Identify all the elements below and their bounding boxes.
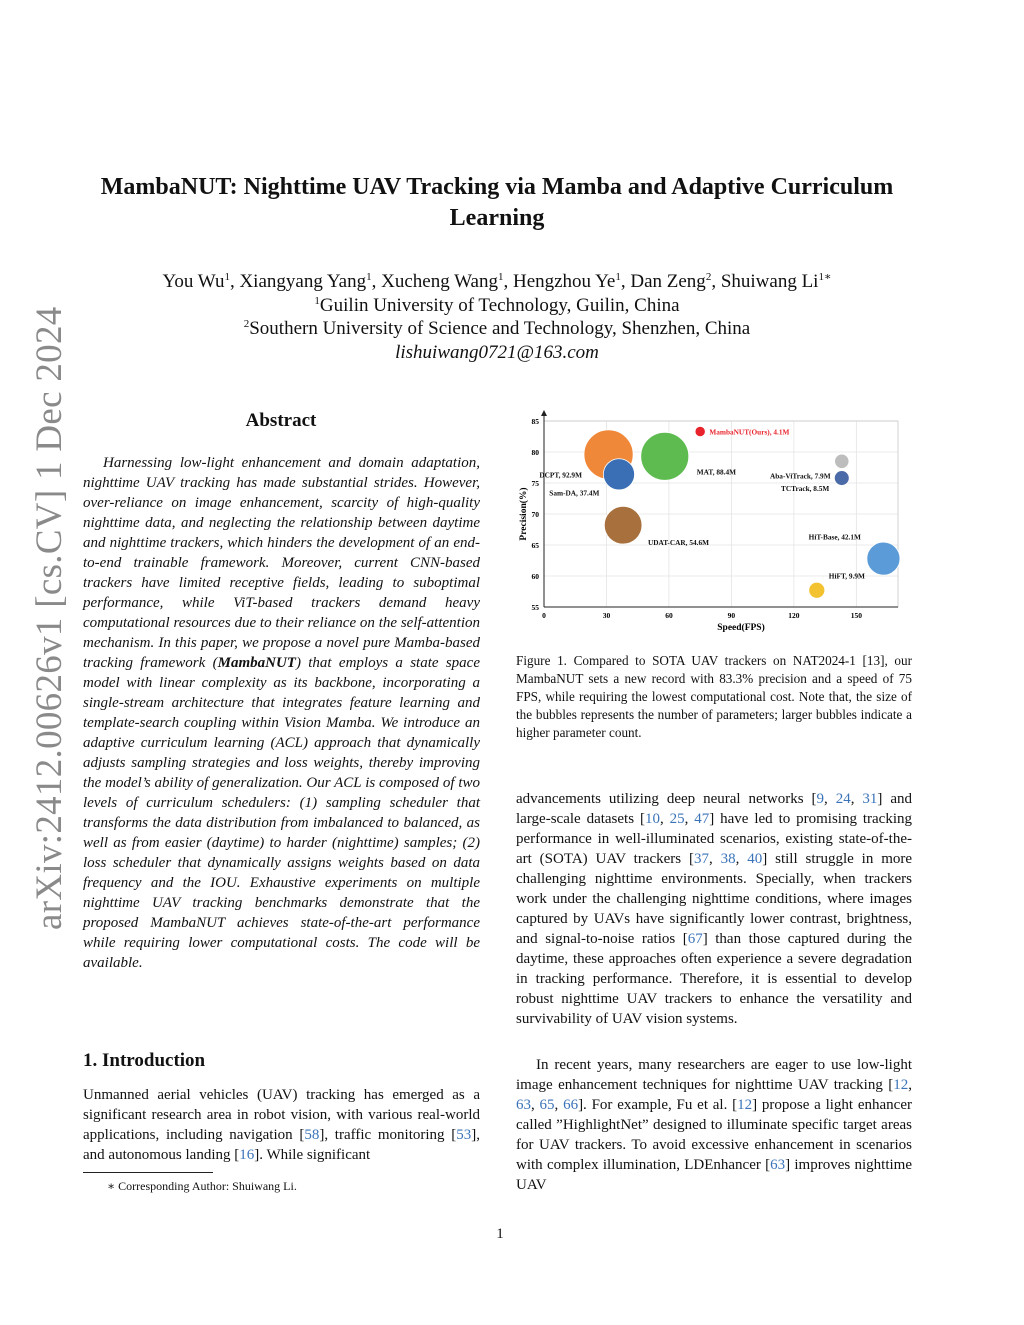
- text-run: ] than those captured during the daytime, these approaches often experience a severe degradation in tracking performance. Therefore, it is essential to develop robust nighttime UAV trackers to enhance the versatility and survivability of UAV vision systems.: [516, 931, 912, 1027]
- bubble-label: DCPT, 92.9M: [539, 470, 582, 480]
- bubble-label: TCTrack, 8.5M: [781, 484, 830, 494]
- bubble-mambanut-ours-: [695, 426, 705, 436]
- citation-link[interactable]: 63: [770, 1157, 786, 1173]
- bubble-label: HiFT, 9.9M: [828, 571, 865, 581]
- y-tick-label: 80: [531, 448, 539, 457]
- x-tick-label: 30: [602, 611, 611, 620]
- citation-link[interactable]: 25: [669, 811, 685, 827]
- citation-link[interactable]: 16: [239, 1147, 255, 1163]
- x-tick-label: 0: [542, 611, 546, 620]
- text-run: ,: [684, 811, 695, 827]
- text-run: ,: [735, 851, 748, 867]
- text-run: ,: [823, 791, 836, 807]
- citation-link[interactable]: 31: [862, 791, 878, 807]
- author-separator: ,: [620, 271, 631, 292]
- author-affiliation-mark: 1: [497, 271, 504, 283]
- author-list: [80, 270, 914, 294]
- text-run: ,: [709, 851, 721, 867]
- title-line-1: MambaNUT: Nighttime UAV Tracking via Mamba and Adaptive Curriculum: [100, 174, 894, 200]
- citation-link[interactable]: 65: [539, 1097, 555, 1113]
- y-tick-label: 55: [531, 603, 539, 612]
- bubble-udat-car: [604, 506, 642, 544]
- author-block: [80, 270, 914, 364]
- citation-link[interactable]: 40: [747, 851, 763, 867]
- footnote: ∗ Corresponding Author: Shuiwang Li.: [107, 1179, 297, 1193]
- bubble-tctrack: [834, 471, 849, 486]
- citation-link[interactable]: 10: [644, 811, 660, 827]
- text-run: ,: [908, 1077, 912, 1093]
- title-line-2: Learning: [449, 205, 545, 231]
- text-run: In recent years, many researchers are eager to use low-light image enhancement techniques for nighttime UAV tracking [: [516, 1057, 912, 1093]
- abstract-heading: Abstract: [245, 410, 317, 431]
- citation-link[interactable]: 58: [304, 1127, 320, 1143]
- intro-heading: 1. Introduction: [83, 1050, 206, 1071]
- bubble-sam-da: [603, 459, 634, 490]
- text-run: ] have led to promising tracking performance in well-illuminated scenarios, existing state-of-the-art (SOTA) UAV trackers [: [516, 811, 913, 867]
- bubble-label: HiT-Base, 42.1M: [808, 532, 861, 542]
- citation-link[interactable]: 12: [893, 1077, 909, 1093]
- citation-link[interactable]: 38: [720, 851, 736, 867]
- affiliation-2: [80, 317, 914, 341]
- author-affiliation-mark: 1: [615, 271, 621, 283]
- text-run: ]. For example, Fu et al. [: [578, 1097, 738, 1113]
- bubble-label: Aba-ViTrack, 7.9M: [769, 471, 831, 481]
- citation-link[interactable]: 9: [816, 791, 824, 807]
- author-separator: ,: [711, 271, 721, 292]
- author-name: Hengzhou Ye: [512, 271, 616, 292]
- y-tick-label: 60: [531, 572, 539, 581]
- author-name: Xiangyang Yang: [239, 271, 367, 292]
- author-affiliation-mark: 1: [224, 271, 230, 283]
- citation-link[interactable]: 63: [516, 1097, 531, 1113]
- text-run: Harnessing low-light enhancement and domain adaptation, nighttime UAV tracking has made substantial strides. However, over-reliance on image enhancement, scarcity of high-quality nighttime data, and neglecting the relationship between daytime and nighttime trackers, which hinders the development of an end-to-end trainable framework. Moreover, current CNN-based trackers have limited receptive fields, leading to suboptimal performance, while ViT-based trackers demand heavy computational resources due to their reliance on the self-attention mechanism. In this paper, we propose a novel pure Mamba-based tracking framework (: [83, 455, 480, 671]
- page-number: 1: [496, 1226, 504, 1242]
- text-run: Unmanned aerial vehicles (UAV) tracking has emerged as a significant research area in robot vision, with various real-world applications, including navigation [: [83, 1087, 480, 1143]
- text-run: ] and large-scale datasets [: [516, 791, 912, 827]
- author-affiliation-mark: 1∗: [818, 271, 832, 283]
- text-run: ] improves nighttime UAV: [516, 1157, 912, 1193]
- citation-link[interactable]: 12: [737, 1097, 753, 1113]
- text-run: ,: [659, 811, 670, 827]
- arxiv-stamp: arXiv:2412.00626v1 [cs.CV] 1 Dec 2024: [29, 306, 70, 930]
- text-run: ,: [554, 1097, 564, 1113]
- bubble-label: UDAT-CAR, 54.6M: [647, 538, 709, 548]
- text-run: ], traffic monitoring [: [319, 1127, 457, 1143]
- text-run: ] propose a light enhancer called ”HighlightNet” designed to illuminate specific target areas for UAV trackers. To avoid excessive enhancement in scenarios with complex illumination, LDEnhancer [: [516, 1097, 912, 1173]
- x-tick-label: 60: [665, 611, 673, 620]
- bubble-aba-vitrack: [835, 454, 849, 468]
- y-tick-label: 75: [531, 479, 539, 488]
- bubble-chart: [512, 408, 912, 638]
- affiliation-2-text: Southern University of Science and Technology, Shenzhen, China: [249, 318, 751, 339]
- bubble-mat: [641, 432, 689, 480]
- author-name: You Wu: [162, 271, 225, 292]
- author-name: Dan Zeng: [630, 271, 706, 292]
- text-run: ]. While significant: [254, 1147, 371, 1163]
- y-tick-label: 70: [531, 510, 539, 519]
- bubble-label: MambaNUT(Ours), 4.1M: [709, 427, 790, 437]
- citation-link[interactable]: 66: [563, 1097, 579, 1113]
- bubble-hit-base: [867, 542, 900, 575]
- intro-paragraph: [83, 1085, 480, 1165]
- text-run: ], and autonomous landing [: [83, 1127, 480, 1163]
- intro-paragraph-right-1: [516, 789, 912, 1029]
- text-run: ) that employs a state space model with linear complexity as its backbone, incorporating a single-stream architecture that integrates feature learning and template-search coupling within Vision Mamba. We introduce an adaptive curriculum learning (ACL) approach that dynamically adjusts sampling strategies and loss weights, thereby improving the model’s ability of generalization. Our ACL is composed of two levels of curriculum schedulers: (1) sampling scheduler that transforms the data distribution from imbalanced to balanced, as well as from easier (daytime) to harder (nighttime) samples; (2) loss scheduler that dynamically assigns weights based on data frequency and the IOU. Exhaustive experiments on multiple nighttime UAV tracking benchmarks demonstrate that the proposed MambaNUT achieves state-of-the-art performance while requiring lower computational costs. The code will be available.: [83, 655, 480, 971]
- author-email[interactable]: lishuiwang0721@163.com: [395, 341, 599, 363]
- bubble-label: MAT, 88.4M: [696, 467, 737, 477]
- x-tick-label: 150: [850, 611, 862, 620]
- y-tick-label: 85: [531, 417, 539, 426]
- x-axis-label: Speed(FPS): [717, 623, 765, 633]
- author-affiliation-mark: 2: [705, 271, 712, 283]
- author-separator: ,: [229, 271, 240, 292]
- abstract-text: [83, 453, 480, 973]
- citation-link[interactable]: 53: [456, 1127, 472, 1143]
- paper-title: [80, 172, 914, 234]
- bubble-hift: [809, 582, 825, 598]
- text-run: ,: [531, 1097, 540, 1113]
- x-tick-label: 90: [727, 611, 736, 620]
- x-tick-label: 120: [788, 611, 800, 620]
- figure-caption: Figure 1. Compared to SOTA UAV trackers on NAT2024-1 [13], our MambaNUT sets a new record with 83.3% precision and a speed of 75 FPS, while requiring the lowest computational cost. Note that, the size of the bubbles represents the number of parameters; larger bubbles indicate a higher parameter count.: [516, 653, 912, 740]
- text-run: advancements utilizing deep neural networks [: [516, 791, 817, 807]
- affiliation-2-mark: 2: [243, 318, 250, 330]
- bold-text: MambaNUT: [217, 655, 296, 671]
- affiliation-1-mark: 1: [314, 294, 320, 307]
- intro-paragraph-right-2: [516, 1055, 912, 1195]
- citation-link[interactable]: 47: [694, 811, 710, 827]
- bubble-label: Sam-DA, 37.4M: [549, 488, 600, 498]
- y-axis-label: Precision(%): [519, 487, 529, 541]
- citation-link[interactable]: 37: [694, 851, 709, 867]
- y-tick-label: 65: [531, 541, 539, 550]
- author-affiliation-mark: 1: [366, 271, 372, 283]
- author-name: Xucheng Wang: [381, 271, 498, 292]
- author-separator: ,: [371, 271, 382, 292]
- affiliation-1: [80, 294, 914, 318]
- citation-link[interactable]: 67: [687, 931, 703, 947]
- author-name: Shuiwang Li: [720, 271, 819, 292]
- author-separator: ,: [503, 271, 513, 292]
- y-axis-arrow: [541, 410, 547, 416]
- text-run: ] still struggle in more challenging nighttime environments. Specially, when trackers work under the challenging nighttime conditions, where images captured by UAVs have significantly lower contrast, brightness, and signal-to-noise ratios [: [516, 851, 913, 947]
- footnote-rule: [83, 1172, 213, 1173]
- text-run: ,: [850, 791, 863, 807]
- affiliation-1-text: Guilin University of Technology, Guilin, China: [319, 294, 680, 316]
- citation-link[interactable]: 24: [835, 791, 851, 807]
